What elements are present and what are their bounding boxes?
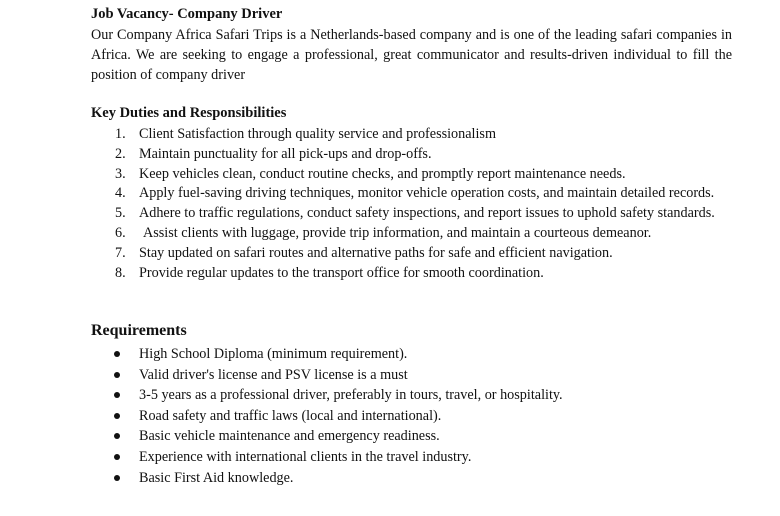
item-text: Road safety and traffic laws (local and international). — [139, 407, 442, 424]
list-item — [0, 344, 732, 365]
item-text: Basic vehicle maintenance and emergency readiness. — [139, 428, 440, 445]
item-number: 5. — [115, 205, 126, 222]
item-number: 8. — [115, 264, 126, 281]
item-text: Keep vehicles clean, conduct routine checks, and promptly report maintenance needs. — [139, 165, 626, 182]
bullet-icon — [114, 433, 120, 439]
item-text: Provide regular updates to the transport office for smooth coordination. — [139, 264, 544, 281]
list-item — [0, 264, 732, 284]
item-text: Assist clients with luggage, provide trip information, and maintain a courteous demeanor. — [143, 224, 652, 241]
list-item — [0, 385, 732, 406]
bullet-icon — [114, 475, 120, 481]
bullet-icon — [114, 454, 120, 460]
item-number: 1. — [115, 126, 126, 142]
intro-paragraph: Our Company Africa Safari Trips is a Netherlands-based company and is one of the leading safari companies in Africa. We are seeking to engage a professional, great communicator and results-driven individual to fill the position of company driver — [91, 27, 732, 83]
item-text: Basic First Aid knowledge. — [139, 469, 294, 486]
bullet-icon — [114, 392, 120, 398]
item-number: 6. — [115, 224, 126, 241]
item-text: Experience with international clients in the travel industry. — [139, 448, 472, 465]
item-text: High School Diploma (minimum requirement). — [139, 346, 408, 362]
list-item — [0, 224, 732, 244]
list-item — [0, 447, 732, 468]
duties-heading: Key Duties and Responsibilities — [91, 105, 287, 121]
list-item — [0, 365, 732, 386]
item-text: Client Satisfaction through quality service and professionalism — [139, 126, 496, 142]
list-item — [0, 426, 732, 447]
list-item — [0, 125, 732, 145]
requirements-heading: Requirements — [91, 322, 187, 339]
duties-list — [0, 125, 732, 283]
item-number: 7. — [115, 244, 126, 261]
list-item — [0, 184, 732, 204]
item-number: 2. — [115, 145, 126, 162]
item-text: Adhere to traffic regulations, conduct safety inspections, and report issues to uphold safety standards. — [139, 205, 715, 222]
list-item — [0, 244, 732, 264]
list-item — [0, 468, 732, 489]
item-text: Valid driver's license and PSV license is a must — [139, 366, 408, 383]
list-item — [0, 406, 732, 427]
bullet-icon — [114, 372, 120, 378]
list-item — [0, 165, 732, 185]
item-number: 4. — [115, 185, 126, 202]
bullet-icon — [114, 413, 120, 419]
bullet-icon — [114, 351, 120, 357]
item-text: Apply fuel-saving driving techniques, monitor vehicle operation costs, and maintain detailed records. — [139, 185, 715, 202]
item-text: Stay updated on safari routes and alternative paths for safe and efficient navigation. — [139, 244, 613, 261]
item-number: 3. — [115, 165, 126, 182]
requirements-list — [0, 344, 732, 488]
item-text: 3-5 years as a professional driver, preferably in tours, travel, or hospitality. — [139, 387, 563, 404]
item-text: Maintain punctuality for all pick-ups and drop-offs. — [139, 145, 432, 162]
list-item — [0, 204, 732, 224]
page-title: Job Vacancy- Company Driver — [91, 6, 283, 22]
list-item — [0, 145, 732, 165]
